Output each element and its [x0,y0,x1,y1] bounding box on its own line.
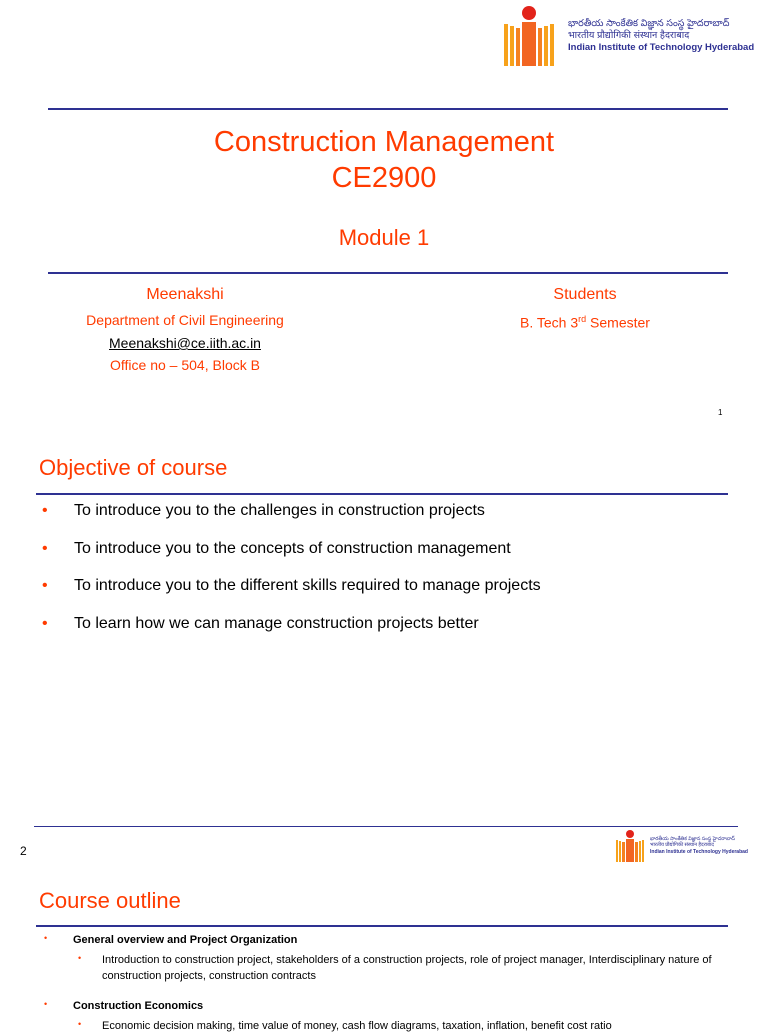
logo-mark [616,830,646,862]
iith-logo [504,6,754,66]
logo-telugu-text: భారతీయ సాంకేతిక విజ్ఞాన సంస్థ హైదరాబాద్ [650,836,735,842]
slide-number-2: 2 [20,844,27,858]
outline-section-detail: Introduction to construction project, stakeholders of a construction projects, role of project manager, Interdisciplinary nature of construction projects, construction contracts [102,954,712,982]
ordinal-suffix: rd [578,314,587,324]
logo-mark [504,6,560,66]
instructor-email-link[interactable]: Meenakshi@ce.iith.ac.in [109,335,261,351]
bullet-icon: • [44,999,48,1009]
outline-section [44,932,734,998]
logo-english-text: Indian Institute of Technology Hyderabad [568,41,755,53]
objective-title: Objective of course [39,455,228,480]
students-block [450,284,720,335]
outline-section [44,998,734,1034]
course-title: Construction Management [213,126,555,158]
objective-list [42,500,742,650]
bullet-icon: • [78,1019,82,1029]
logo-telugu-text: భారతీయ సాంకేతిక విజ్ఞాన సంస్థ హైదరాబాద్ [568,18,730,29]
outline-rule [36,925,728,927]
objective-rule [36,493,728,495]
objective-item: • To learn how we can manage construction projects better [42,613,742,651]
outline-section-detail: Economic decision making, time value of money, cash flow diagrams, taxation, inflation, benefit cost ratio [102,1020,612,1032]
bullet-icon: • [42,502,48,519]
objective-item: • To introduce you to the different skills required to manage projects [42,575,742,613]
course-code: CE2900 [331,162,437,194]
instructor-block [50,284,320,376]
bullet-icon: • [42,577,48,594]
bullet-icon: • [42,614,48,632]
bullet-icon: • [42,539,48,557]
logo-english-text: Indian Institute of Technology Hyderabad [650,848,748,855]
outline-section-heading: Construction Economics [73,1000,204,1012]
page-title [0,124,768,196]
outline-list [44,932,734,1034]
instructor-name: Meenakshi [146,286,224,303]
instructor-department: Department of Civil Engineering [86,312,284,328]
iith-logo-small [616,830,748,862]
students-program [450,307,720,335]
bullet-icon: • [44,933,48,943]
objective-item: • To introduce you to the concepts of construction management [42,538,742,576]
slide-2-footer-rule [34,826,738,827]
program-text: B. Tech 3 [520,314,579,331]
outline-title: Course outline [39,888,181,913]
objective-item: • To introduce you to the challenges in construction projects [42,500,742,538]
slide-number-1: 1 [718,408,723,417]
students-heading: Students [553,286,617,303]
bullet-icon: • [78,953,82,963]
semester-text: Semester [586,314,650,331]
logo-hindi-text: भारतीय प्रौद्योगिकी संस्थान हैदराबाद [568,29,690,41]
title-rule-bottom [48,272,728,274]
outline-section-heading: General overview and Project Organization [73,934,298,946]
instructor-office: Office no – 504, Block B [110,357,260,373]
module-label: Module 1 [338,225,430,250]
logo-hindi-text: भारतीय प्रौद्योगिकी संस्थान हैदराबाद [650,842,714,849]
title-rule-top [48,108,728,110]
